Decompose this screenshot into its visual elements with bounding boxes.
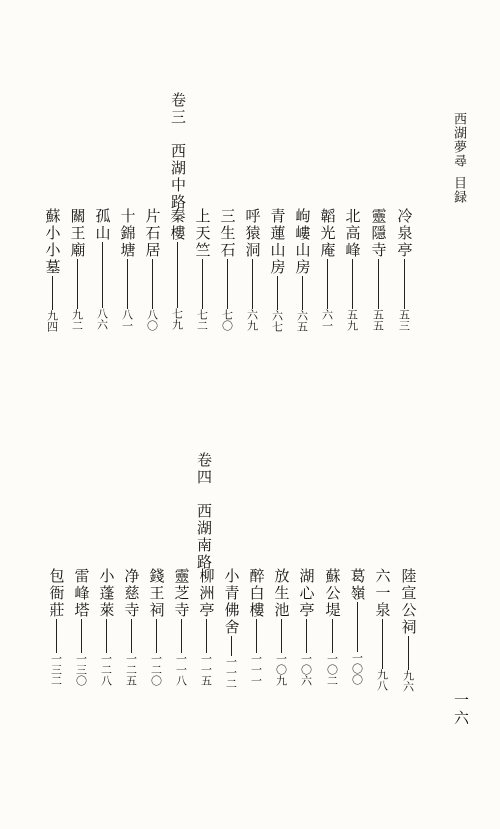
entry-page: 八六: [95, 308, 109, 330]
dot-leader: [181, 619, 182, 653]
entry-title: 三生石: [218, 208, 237, 259]
dot-leader: [277, 276, 278, 310]
entry-title: 關王廟: [68, 208, 87, 259]
toc-entry[interactable]: [46, 568, 66, 686]
running-header-book-title: 西湖夢尋: [451, 112, 466, 168]
entry-page: 一〇六: [299, 653, 313, 686]
entry-title: 醉白樓: [247, 568, 266, 619]
dot-leader: [227, 259, 228, 309]
dot-leader: [256, 619, 257, 653]
entry-page: 八一: [120, 309, 134, 331]
entry-page: 七九: [170, 308, 184, 330]
entry-page: 一二八: [99, 653, 113, 686]
toc-entry[interactable]: [42, 208, 62, 332]
dot-leader: [206, 619, 207, 653]
dot-leader: [382, 619, 383, 669]
entry-title: 蘇公堤: [323, 568, 342, 619]
dot-leader: [77, 259, 78, 309]
dot-leader: [332, 619, 333, 653]
dot-leader: [378, 259, 379, 309]
dot-leader: [327, 259, 328, 309]
toc-entry[interactable]: [368, 208, 388, 331]
dot-leader: [102, 242, 103, 308]
entry-title: 岣嶁山房: [293, 208, 312, 276]
entry-title: 小蓬萊: [97, 568, 116, 619]
toc-entry[interactable]: [71, 568, 91, 686]
dot-leader: [52, 276, 53, 310]
dot-leader: [131, 619, 132, 653]
entry-title: 小青佛舍: [222, 568, 241, 636]
entry-page: 六九: [245, 309, 259, 331]
entry-page: 六一: [320, 309, 334, 331]
dot-leader: [408, 636, 409, 670]
dot-leader: [404, 259, 405, 309]
toc-entry[interactable]: [117, 208, 137, 331]
entry-title: 放生池: [272, 568, 291, 619]
toc-entry[interactable]: [67, 208, 87, 331]
entry-page: 一一八: [174, 653, 188, 686]
entry-page: 六五: [295, 310, 309, 332]
toc-entry[interactable]: [171, 568, 191, 686]
toc-entry[interactable]: [296, 568, 316, 686]
entry-page: 九二: [70, 309, 84, 331]
toc-entry[interactable]: [121, 568, 141, 686]
entry-page: 七二: [195, 309, 209, 331]
dot-leader: [156, 619, 157, 653]
toc-entry[interactable]: [267, 208, 287, 332]
toc-entry[interactable]: [242, 208, 262, 331]
entry-page: 六七: [270, 310, 284, 332]
entry-page: 一一五: [199, 653, 213, 686]
entry-title: 靈芝寺: [172, 568, 191, 619]
entry-page: 九四: [45, 310, 59, 332]
toc-entry[interactable]: [196, 568, 216, 686]
toc-entry[interactable]: [292, 208, 312, 332]
toc-entry[interactable]: [221, 568, 241, 689]
entry-title: 秦樓: [168, 208, 187, 242]
entry-title: 雷峰塔: [72, 568, 91, 619]
toc-entry[interactable]: [317, 208, 337, 331]
dot-leader: [302, 276, 303, 310]
dot-leader: [177, 242, 178, 308]
toc-entry[interactable]: [372, 568, 392, 691]
toc-entry[interactable]: [146, 568, 166, 686]
entry-title: 靈隱寺: [369, 208, 388, 259]
dot-leader: [352, 259, 353, 309]
toc-entry[interactable]: [322, 568, 342, 686]
toc-entry[interactable]: [246, 568, 266, 686]
entry-title: 冷泉亭: [395, 208, 414, 259]
entry-title: 六一泉: [373, 568, 392, 619]
entry-page: 七〇: [220, 309, 234, 331]
entry-page: 五五: [371, 309, 385, 331]
entry-page: 一一一: [249, 653, 263, 686]
dot-leader: [152, 259, 153, 309]
dot-leader: [81, 619, 82, 653]
toc-entry[interactable]: [192, 208, 212, 331]
toc-entry[interactable]: [167, 208, 187, 330]
entry-title: 蘇小小墓: [43, 208, 62, 276]
toc-entry[interactable]: [96, 568, 116, 686]
dot-leader: [127, 259, 128, 309]
entry-title: 十錦塘: [118, 208, 137, 259]
toc-entry[interactable]: [271, 568, 291, 686]
dot-leader: [306, 619, 307, 653]
entry-title: 呼猿洞: [243, 208, 262, 259]
volume4-heading: 卷四 西湖南路: [195, 452, 213, 571]
toc-entry[interactable]: [142, 208, 162, 331]
dot-leader: [202, 259, 203, 309]
page-number: 一六: [452, 692, 470, 728]
entry-page: 一二〇: [149, 653, 163, 686]
entry-page: 一〇二: [325, 653, 339, 686]
entry-page: 一三〇: [74, 653, 88, 686]
entry-title: 片石居: [143, 208, 162, 259]
entry-title: 北高峰: [343, 208, 362, 259]
dot-leader: [252, 259, 253, 309]
toc-entry[interactable]: [398, 568, 418, 692]
toc-entry[interactable]: [342, 208, 362, 331]
entry-title: 包衙莊: [47, 568, 66, 619]
toc-entry[interactable]: [347, 568, 367, 685]
entry-title: 青蓮山房: [268, 208, 287, 276]
entry-page: 五三: [397, 309, 411, 331]
entry-page: 一三二: [49, 653, 63, 686]
entry-page: 一二五: [124, 653, 138, 686]
toc-entry[interactable]: [394, 208, 414, 331]
entry-page: 八〇: [145, 309, 159, 331]
entry-title: 净慈寺: [122, 568, 141, 619]
entry-page: 一〇〇: [350, 652, 364, 685]
entry-title: 錢王祠: [147, 568, 166, 619]
entry-title: 韜光庵: [318, 208, 337, 259]
dot-leader: [281, 619, 282, 653]
dot-leader: [231, 636, 232, 656]
dot-leader: [106, 619, 107, 653]
entry-title: 孤山: [93, 208, 112, 242]
running-header-section: 目録: [451, 176, 466, 204]
entry-page: 一一二: [224, 656, 238, 689]
entry-page: 九八: [375, 669, 389, 691]
dot-leader: [56, 619, 57, 653]
dot-leader: [357, 602, 358, 652]
volume3-heading: 卷三 西湖中路: [169, 92, 187, 211]
toc-entry[interactable]: [92, 208, 112, 330]
entry-page: 九六: [401, 670, 415, 692]
entry-page: 一〇九: [274, 653, 288, 686]
entry-title: 葛嶺: [348, 568, 367, 602]
entry-title: 湖心亭: [297, 568, 316, 619]
entry-title: 陸宣公祠: [399, 568, 418, 636]
entry-title: 上天竺: [193, 208, 212, 259]
toc-entry[interactable]: [217, 208, 237, 331]
entry-title: 柳洲亭: [197, 568, 216, 619]
entry-page: 五九: [345, 309, 359, 331]
